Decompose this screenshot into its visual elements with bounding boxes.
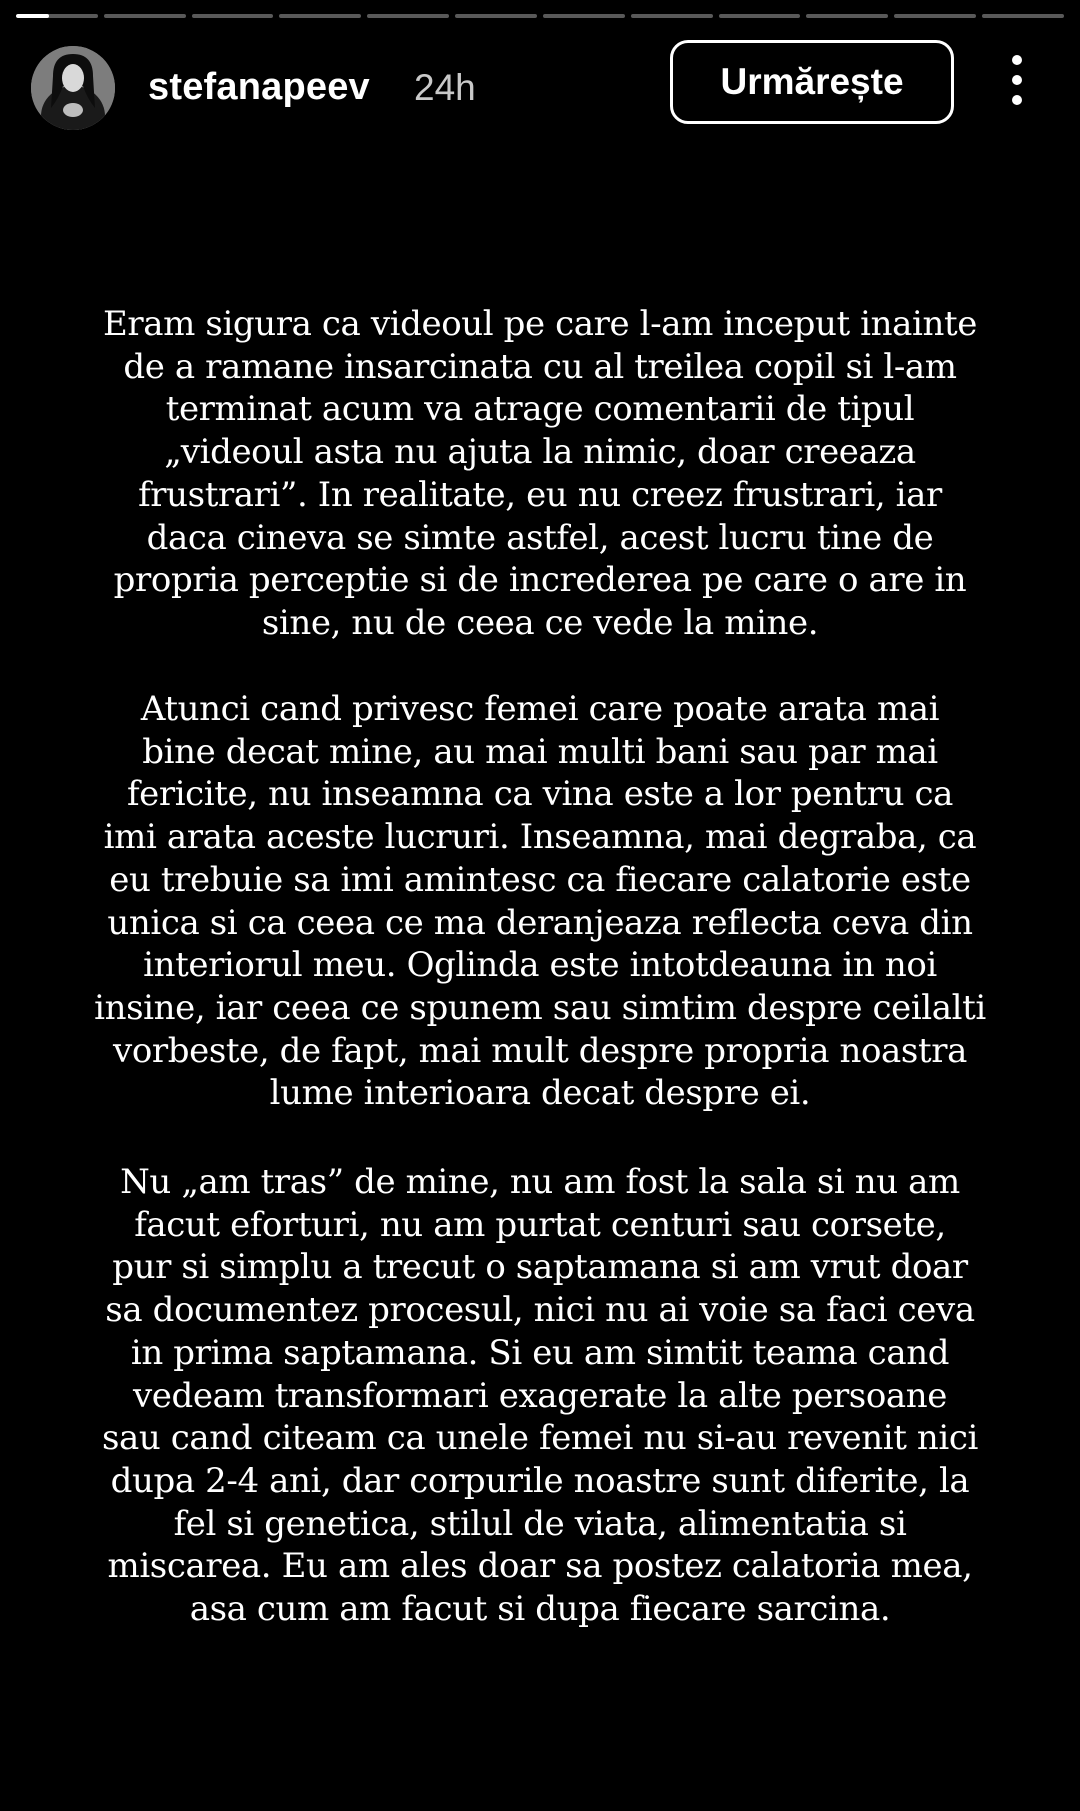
story-progress-segment bbox=[719, 14, 801, 18]
more-options-button[interactable] bbox=[1000, 50, 1034, 110]
story-progress-segment bbox=[279, 14, 361, 18]
story-paragraph-1: Eram sigura ca videoul pe care l-am inceput inainte de a ramane insarcinata cu al treilea copil si l-am terminat acum va atrage comentarii de tipul „videoul asta nu ajuta la nimic, doar creeaza frustrari”. In realitate, eu nu creez frustrari, iar daca cineva se simte astfel, acest lucru tine de propria perceptie si de increderea pe care o are in sine, nu de ceea ce vede la mine. bbox=[103, 304, 977, 643]
post-time: 24h bbox=[414, 67, 476, 108]
profile-avatar-icon bbox=[31, 46, 115, 130]
avatar[interactable] bbox=[31, 46, 115, 130]
story-progress-segment bbox=[631, 14, 713, 18]
story-progress-segment bbox=[894, 14, 976, 18]
story-paragraph-2: Atunci cand privesc femei care poate arata mai bine decat mine, au mai multi bani sau par mai fericite, nu inseamna ca vina este a lor pentru ca imi arata aceste lucruri. Inseamna, mai degraba, ca eu trebuie sa imi amintesc ca fiecare calatorie este unica si ca ceea ce ma deranjeaza reflecta ceva din interiorul meu. Oglinda este intotdeauna in noi insine, iar ceea ce spunem sau simtim despre ceilalti vorbeste, de fapt, mai mult despre propria noastra lume interioara decat despre ei. bbox=[94, 689, 986, 1114]
story-progress-segment bbox=[982, 14, 1064, 18]
story-paragraph-3: Nu „am tras” de mine, nu am fost la sala si nu am facut eforturi, nu am purtat centuri sau corsete, pur si simplu a trecut o saptamana si am vrut doar sa documentez procesul, nici nu ai voie sa faci ceva in prima saptamana. Si eu am simtit teama cand vedeam transformari exagerate la alte persoane sau cand citeam ca unele femei nu si-au revenit nici dupa 2-4 ani, dar corpurile noastre sunt diferite, la fel si genetica, stilul de viata, alimentatia si miscarea. Eu am ales doar sa postez calatoria mea, asa cum am facut si dupa fiecare sarcina. bbox=[101, 1162, 979, 1630]
story-progress-fill bbox=[16, 14, 49, 18]
story-header bbox=[0, 38, 1080, 138]
story-progress-segment bbox=[104, 14, 186, 18]
follow-button[interactable]: Urmărește bbox=[670, 40, 954, 124]
story-progress-segment bbox=[543, 14, 625, 18]
story-progress-segment bbox=[806, 14, 888, 18]
story-progress-segment bbox=[192, 14, 274, 18]
story-progress-segment bbox=[455, 14, 537, 18]
more-vertical-icon bbox=[1000, 50, 1034, 110]
username[interactable]: stefanapeev bbox=[148, 66, 370, 108]
story-progress-bar bbox=[16, 14, 1064, 18]
story-progress-segment bbox=[367, 14, 449, 18]
story-progress-segment bbox=[16, 14, 98, 18]
